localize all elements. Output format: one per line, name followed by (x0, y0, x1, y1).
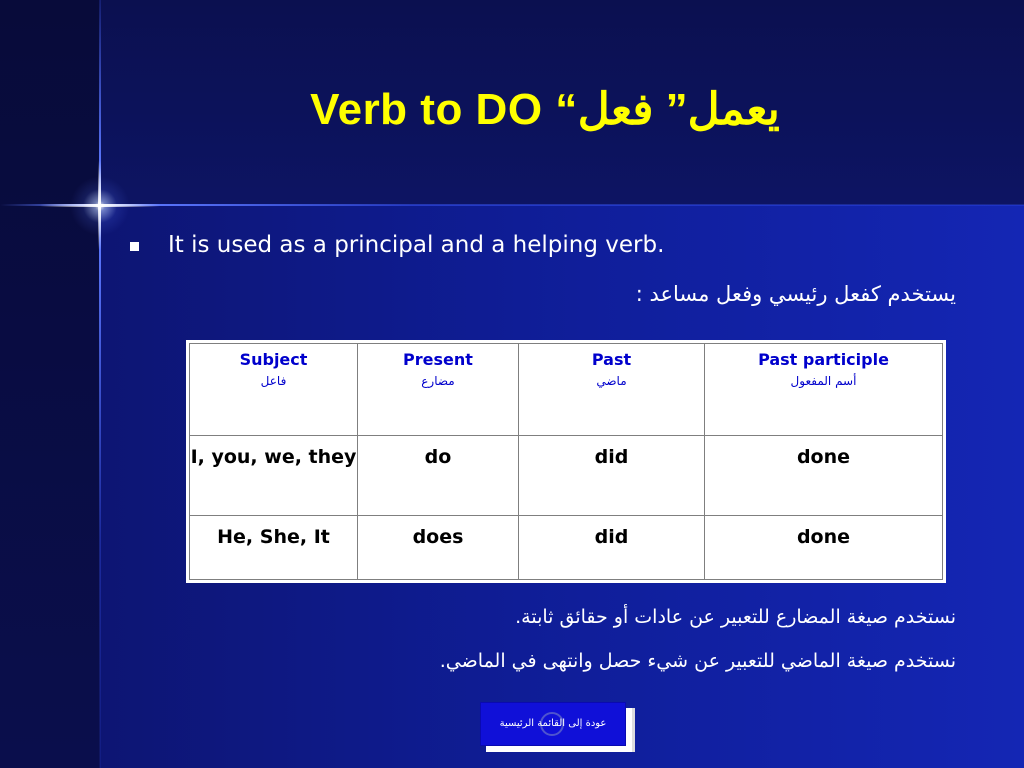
header-label-ar: مضارع (421, 374, 455, 388)
table-row (190, 516, 943, 580)
cell-text: did (594, 446, 629, 468)
cell-text: does (412, 526, 464, 548)
left-band (0, 0, 100, 768)
header-cell-present (358, 344, 519, 436)
header-label-en: Present (403, 350, 473, 369)
table-cell (705, 436, 943, 516)
header-label-ar: ماضي (596, 374, 627, 388)
table-cell (358, 516, 519, 580)
table-cell (705, 516, 943, 580)
home-menu-button[interactable] (480, 702, 626, 746)
cell-text: done (796, 446, 851, 468)
bullet-text: It is used as a principal and a helping verb. (168, 232, 665, 258)
table-cell (190, 516, 358, 580)
table-cell (519, 516, 705, 580)
conjugation-table-grid (189, 343, 943, 580)
header-label-en: Subject (239, 350, 308, 369)
home-button-label: عودة إلى القائمة الرئيسية (499, 718, 607, 729)
conjugation-table (186, 340, 946, 583)
cell-text: done (796, 526, 851, 548)
header-cell-past (519, 344, 705, 436)
present-usage-note: نستخدم صيغة المضارع للتعبير عن عادات أو حقائق ثابتة. (515, 606, 956, 628)
header-cell-subject (190, 344, 358, 436)
slide-title: Verb to DO “يعمل” فعل (310, 85, 780, 134)
past-usage-note: نستخدم صيغة الماضي للتعبير عن شيء حصل وانتهى في الماضي. (439, 650, 956, 672)
header-cell-past-participle (705, 344, 943, 436)
header-label-ar: أسم المفعول (790, 374, 857, 388)
bullet-item (130, 230, 960, 260)
cell-text: I, you, we, they (190, 446, 357, 468)
table-cell (358, 436, 519, 516)
cell-text: did (594, 526, 629, 548)
cell-text: He, She, It (217, 526, 330, 548)
table-row (190, 436, 943, 516)
header-label-en: Past participle (758, 350, 889, 369)
table-header-row (190, 344, 943, 436)
header-label-en: Past (591, 350, 632, 369)
table-cell (519, 436, 705, 516)
header-label-ar: فاعل (260, 374, 287, 388)
bullet-arabic-text: يستخدم كفعل رئيسي وفعل مساعد : (635, 282, 956, 306)
table-cell (190, 436, 358, 516)
flare-vertical-streak (98, 160, 101, 250)
cell-text: do (424, 446, 452, 468)
square-bullet-icon (130, 242, 139, 251)
